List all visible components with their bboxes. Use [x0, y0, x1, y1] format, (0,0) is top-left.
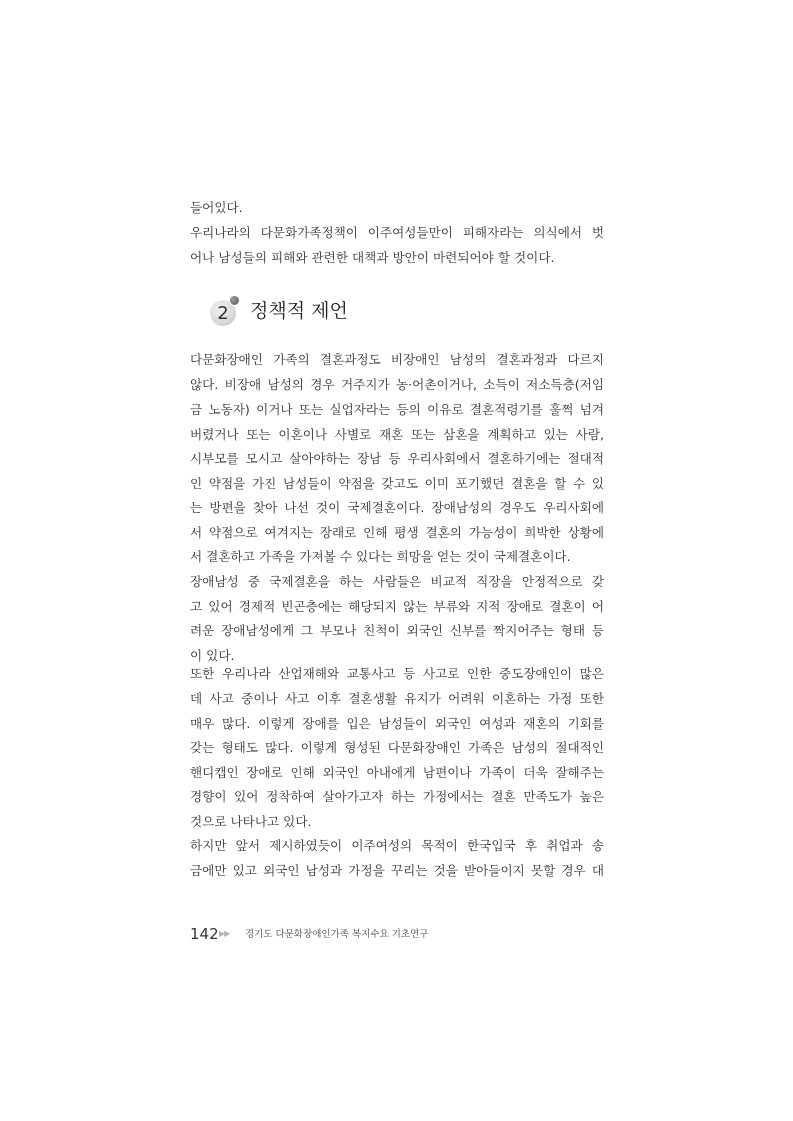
page-number: 142 — [190, 925, 219, 943]
body-line: 또한 우리나라 산업재해와 교통사고 등 사고로 인한 중도장애인이 많은 — [190, 666, 604, 681]
body-line: 서 결혼하고 가족을 가져볼 수 있다는 희망을 얻는 것이 국제결혼이다. — [190, 549, 571, 564]
section-title: 정책적 제언 — [250, 300, 348, 322]
intro-line: 우리나라의 다문화가족정책이 이주여성들만이 피해자라는 의식에서 벗 — [190, 225, 604, 240]
body-line: 려운 장애남성에게 그 부모나 친척이 외국인 신부를 짝지어주는 형태 등 — [190, 623, 604, 638]
body-line: 장애남성 중 국제결혼을 하는 사람들은 비교적 직장을 안정적으로 갖 — [190, 574, 604, 589]
section-heading — [208, 295, 508, 329]
body-line: 금에만 있고 외국인 남성과 가정을 꾸리는 것을 받아들이지 못할 경우 대 — [190, 863, 604, 878]
body-line: 데 사고 중이나 사고 이후 결혼생활 유지가 어려워 이혼하는 가정 또한 — [190, 691, 604, 706]
body-line: 인 약점을 가진 남성들이 약점을 갖고도 이미 포기했던 결혼을 할 수 있 — [190, 476, 604, 491]
body-line: 이 있다. — [190, 648, 235, 663]
body-line: 경향이 있어 정착하여 살아가고자 하는 가정에서는 결혼 만족도가 높은 — [190, 789, 604, 804]
body-line: 금 노동자) 이거나 또는 실업자라는 등의 이유로 결혼적령기를 훌쩍 넘겨 — [190, 402, 604, 417]
body-line: 서 약점으로 여겨지는 장래로 인해 평생 결혼의 가능성이 희박한 상황에 — [190, 525, 604, 540]
running-footer-title: 경기도 다문화장애인가족 복지수요 기초연구 — [245, 929, 429, 940]
body-line: 갖는 형태도 많다. 이렇게 형성된 다문화장애인 가족은 남성의 절대적인 — [190, 740, 604, 755]
body-line: 버렸거나 또는 이혼이나 사별로 재혼 또는 삼혼을 계획하고 있는 사람, — [190, 427, 604, 442]
intro-line: 들어있다. — [190, 200, 243, 215]
body-line: 는 방편을 찾아 나선 것이 국제결혼이다. 장애남성의 경우도 우리사회에 — [190, 500, 604, 515]
body-line: 핸디캡인 장애로 인해 외국인 아내에게 남편이나 가족이 더욱 잘해주는 — [190, 765, 604, 780]
intro-line: 어나 남성들의 피해와 관련한 대책과 방안이 마련되어야 할 것이다. — [190, 250, 555, 265]
body-line: 고 있어 경제적 빈곤층에는 해당되지 않는 부류와 지적 장애로 결혼이 어 — [190, 599, 604, 614]
body-line: 다문화장애인 가족의 결혼과정도 비장애인 남성의 결혼과정과 다르지 — [190, 352, 604, 367]
body-line: 않다. 비장애 남성의 경우 거주지가 농·어촌이거나, 소득이 저소득층(저임 — [190, 377, 604, 392]
body-line: 매우 많다. 이렇게 장애를 입은 남성들이 외국인 여성과 재혼의 기회를 — [190, 716, 604, 731]
body-line: 것으로 나타나고 있다. — [190, 814, 312, 829]
section-number: 2 — [217, 303, 229, 324]
double-arrow-icon: ▶▶ — [219, 929, 230, 938]
body-line: 하지만 앞서 제시하였듯이 이주여성의 목적이 한국입국 후 취업과 송 — [190, 838, 604, 853]
page-footer — [190, 924, 590, 944]
badge-dot-icon — [229, 295, 240, 306]
body-line: 시부모를 모시고 살아야하는 장남 등 우리사회에서 결혼하기에는 절대적 — [190, 451, 604, 466]
